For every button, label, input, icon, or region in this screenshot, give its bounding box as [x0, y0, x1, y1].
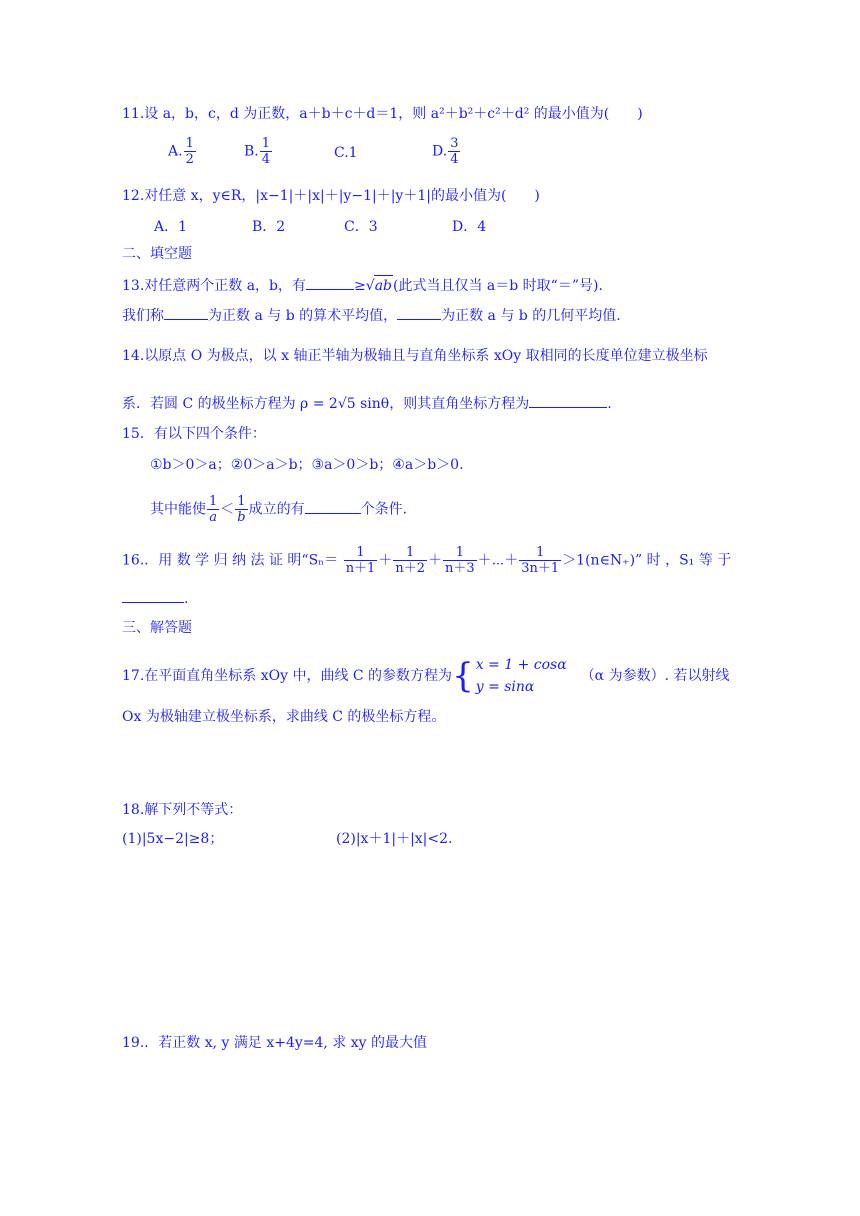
answer-blank — [305, 499, 361, 514]
q11-option-d: D. $\frac{3}{4}$ — [432, 136, 459, 167]
q11-option-a: A. $\frac{1}{2}$ — [168, 136, 194, 167]
q13-line1: 13.对任意两个正数 a，b，有 ≥√ab(此式当且仅当 a＝b 时取“＝”号). — [122, 275, 603, 296]
answer-blank — [529, 393, 607, 408]
q16-line2: . — [122, 588, 188, 609]
q15-conditions: ①b＞0＞a；②0＞a＞b；③a＞0＞b；④a＞b＞0. — [150, 457, 464, 473]
q17-line1: 17.在平面直角坐标系 xOy 中，曲线 C 的参数方程为{ x = 1 + cosα y = sinα （α 为参数）. 若以射线 — [122, 656, 730, 696]
fraction: $\frac{1}{4}$ — [261, 136, 271, 167]
fraction: $\frac{1}{n+1}$ — [345, 545, 376, 576]
q12-option-c: C．3 — [344, 219, 378, 235]
section-heading-fill-in: 二、填空题 — [122, 246, 192, 262]
q17-line2: Ox 为极轴建立极坐标系，求曲线 C 的极坐标方程。 — [122, 709, 446, 725]
q14-line2: 系．若圆 C 的极坐标方程为 ρ = 2√5 sinθ，则其直角坐标方程为 . — [122, 393, 612, 414]
q12-text: 12.对任意 x，y∈R，|x−1|＋|x|＋|y−1|＋|y＋1|的最小值为( ) — [122, 188, 540, 204]
brace: { — [452, 656, 474, 696]
radicand: ab — [374, 275, 393, 296]
q12-option-a: A．1 — [154, 219, 188, 235]
parametric-system: x = 1 + cosα y = sinα — [475, 657, 567, 695]
section-heading-solutions: 三、解答题 — [122, 620, 192, 636]
q12-option-d: D．4 — [452, 219, 487, 235]
q18-title: 18.解下列不等式： — [122, 802, 243, 818]
q12-option-b: B．2 — [252, 219, 286, 235]
q16-line1: 16.．用 数 学 归 纳 法 证 明“Sₙ＝ $\frac{1}{n+1}$ ＋ $\frac{1}{n+2}$ ＋ $\frac{1}{n+3}$ ＋⋯＋ $\frac{1}{3n+1}$ ＞1(n∈N₊)” 时 ，S₁ 等 于 — [122, 545, 732, 576]
q13-line2: 我们称 为正数 a 与 b 的算术平均值， 为正数 a 与 b 的几何平均值. — [122, 305, 621, 326]
fraction: $\frac{1}{n+3}$ — [445, 545, 475, 576]
q11-option-b: B. $\frac{1}{4}$ — [244, 136, 271, 167]
fraction: $\frac{1}{a}$ — [209, 494, 218, 525]
fraction: $\frac{3}{4}$ — [450, 136, 459, 167]
q15-line3: 其中能使 $\frac{1}{a}$ ＜ $\frac{1}{b}$ 成立的有 个条件. — [150, 494, 408, 525]
q11-option-c: C.1 — [334, 145, 358, 161]
q19-text: 19.．若正数 x, y 满足 x+4y=4, 求 xy 的最大值 — [122, 1035, 428, 1051]
fraction: $\frac{1}{2}$ — [185, 136, 194, 167]
answer-blank — [122, 588, 184, 603]
q18-sub1: (1)|5x−2|≥8； — [122, 831, 224, 847]
q14-line1: 14.以原点 O 为极点，以 x 轴正半轴为极轴且与直角坐标系 xOy 取相同的长度单位建立极坐标 — [122, 348, 708, 364]
answer-blank — [306, 275, 354, 290]
fraction: $\frac{1}{n+2}$ — [395, 545, 425, 576]
answer-blank — [397, 305, 441, 320]
fraction: $\frac{1}{3n+1}$ — [521, 545, 560, 576]
q18-sub2: (2)|x＋1|＋|x|<2. — [336, 831, 453, 847]
answer-blank — [164, 305, 208, 320]
q11-text: 11.设 a，b，c，d 为正数，a＋b＋c＋d＝1，则 a²＋b²＋c²＋d² 的最小值为( ) — [122, 106, 643, 122]
q15-title: 15．有以下四个条件： — [122, 426, 266, 442]
fraction: $\frac{1}{b}$ — [237, 494, 246, 525]
sqrt-sign: √ — [365, 278, 375, 294]
